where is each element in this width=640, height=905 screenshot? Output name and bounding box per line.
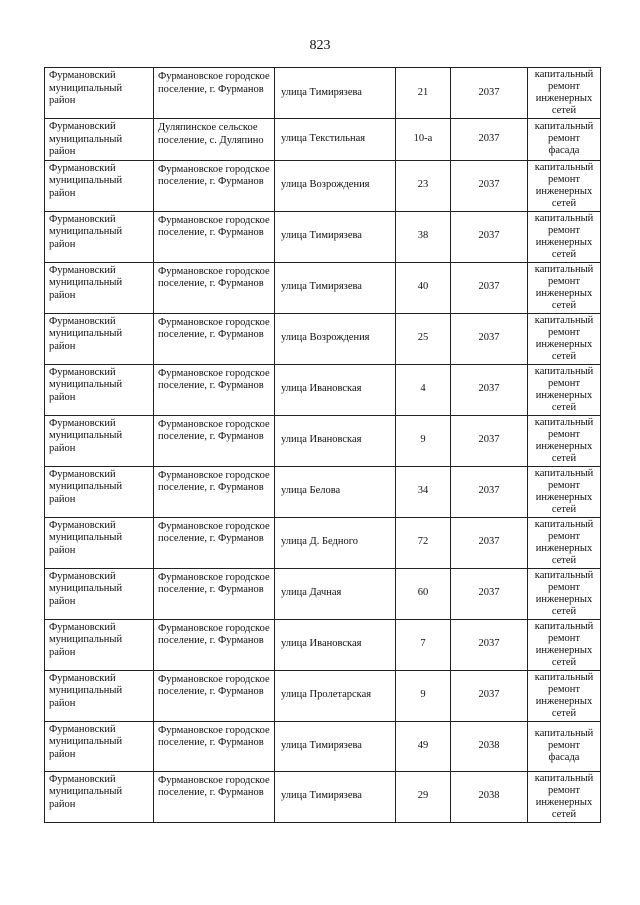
settlement-cell: Фурмановское городское поселение, г. Фурманов bbox=[154, 364, 275, 415]
table-row bbox=[45, 364, 601, 415]
street-cell: улица Д. Бедного bbox=[275, 517, 396, 568]
street-cell: улица Дачная bbox=[275, 568, 396, 619]
house-number-cell: 38 bbox=[396, 211, 451, 262]
year-cell: 2037 bbox=[451, 466, 528, 517]
year-cell: 2037 bbox=[451, 211, 528, 262]
settlement-cell: Фурмановское городское поселение, г. Фурманов bbox=[154, 160, 275, 211]
table-row bbox=[45, 466, 601, 517]
year-cell: 2037 bbox=[451, 160, 528, 211]
street-cell: улица Тимирязева bbox=[275, 211, 396, 262]
street-cell: улица Текстильная bbox=[275, 119, 396, 161]
table-row bbox=[45, 160, 601, 211]
district-cell: Фурмановский муниципальный район bbox=[45, 211, 154, 262]
house-number-cell: 49 bbox=[396, 721, 451, 771]
house-number-cell: 29 bbox=[396, 771, 451, 822]
street-cell: улица Ивановская bbox=[275, 619, 396, 670]
work-type-cell: капитальный ремонт инженерных сетей bbox=[528, 670, 601, 721]
settlement-cell: Фурмановское городское поселение, г. Фурманов bbox=[154, 517, 275, 568]
house-number-cell: 7 bbox=[396, 619, 451, 670]
work-type-cell: капитальный ремонт инженерных сетей bbox=[528, 68, 601, 119]
table-row bbox=[45, 771, 601, 822]
year-cell: 2037 bbox=[451, 119, 528, 161]
table-row bbox=[45, 68, 601, 119]
page-number: 823 bbox=[309, 38, 331, 53]
district-cell: Фурмановский муниципальный район bbox=[45, 721, 154, 771]
settlement-cell: Фурмановское городское поселение, г. Фурманов bbox=[154, 211, 275, 262]
settlement-cell: Фурмановское городское поселение, г. Фурманов bbox=[154, 415, 275, 466]
house-number-cell: 21 bbox=[396, 68, 451, 119]
district-cell: Фурмановский муниципальный район bbox=[45, 517, 154, 568]
house-number-cell: 60 bbox=[396, 568, 451, 619]
district-cell: Фурмановский муниципальный район bbox=[45, 313, 154, 364]
settlement-cell: Фурмановское городское поселение, г. Фурманов bbox=[154, 771, 275, 822]
work-type-cell: капитальный ремонт инженерных сетей bbox=[528, 415, 601, 466]
street-cell: улица Возрождения bbox=[275, 160, 396, 211]
street-cell: улица Пролетарская bbox=[275, 670, 396, 721]
table-row bbox=[45, 619, 601, 670]
house-number-cell: 40 bbox=[396, 262, 451, 313]
district-cell: Фурмановский муниципальный район bbox=[45, 364, 154, 415]
year-cell: 2037 bbox=[451, 313, 528, 364]
district-cell: Фурмановский муниципальный район bbox=[45, 262, 154, 313]
house-number-cell: 72 bbox=[396, 517, 451, 568]
house-number-cell: 34 bbox=[396, 466, 451, 517]
district-cell: Фурмановский муниципальный район bbox=[45, 670, 154, 721]
work-type-cell: капитальный ремонт инженерных сетей bbox=[528, 771, 601, 822]
table-row bbox=[45, 415, 601, 466]
settlement-cell: Фурмановское городское поселение, г. Фурманов bbox=[154, 721, 275, 771]
district-cell: Фурмановский муниципальный район bbox=[45, 771, 154, 822]
settlement-cell: Фурмановское городское поселение, г. Фурманов bbox=[154, 670, 275, 721]
year-cell: 2037 bbox=[451, 68, 528, 119]
settlement-cell: Фурмановское городское поселение, г. Фурманов bbox=[154, 313, 275, 364]
repair-schedule-table bbox=[44, 67, 601, 823]
work-type-cell: капитальный ремонт инженерных сетей bbox=[528, 364, 601, 415]
street-cell: улица Тимирязева bbox=[275, 262, 396, 313]
settlement-cell: Дуляпинское сельское поселение, с. Дуляпино bbox=[154, 119, 275, 161]
table-row bbox=[45, 262, 601, 313]
street-cell: улица Тимирязева bbox=[275, 721, 396, 771]
table-row bbox=[45, 721, 601, 771]
work-type-cell: капитальный ремонт фасада bbox=[528, 119, 601, 161]
year-cell: 2037 bbox=[451, 568, 528, 619]
district-cell: Фурмановский муниципальный район bbox=[45, 568, 154, 619]
table-row bbox=[45, 568, 601, 619]
district-cell: Фурмановский муниципальный район bbox=[45, 68, 154, 119]
settlement-cell: Фурмановское городское поселение, г. Фурманов bbox=[154, 568, 275, 619]
year-cell: 2037 bbox=[451, 364, 528, 415]
table-row bbox=[45, 119, 601, 161]
street-cell: улица Ивановская bbox=[275, 364, 396, 415]
table-row bbox=[45, 670, 601, 721]
district-cell: Фурмановский муниципальный район bbox=[45, 415, 154, 466]
work-type-cell: капитальный ремонт инженерных сетей bbox=[528, 160, 601, 211]
table-row bbox=[45, 211, 601, 262]
settlement-cell: Фурмановское городское поселение, г. Фурманов bbox=[154, 68, 275, 119]
street-cell: улица Тимирязева bbox=[275, 771, 396, 822]
year-cell: 2038 bbox=[451, 771, 528, 822]
year-cell: 2037 bbox=[451, 262, 528, 313]
house-number-cell: 10-а bbox=[396, 119, 451, 161]
year-cell: 2037 bbox=[451, 670, 528, 721]
district-cell: Фурмановский муниципальный район bbox=[45, 119, 154, 161]
house-number-cell: 9 bbox=[396, 670, 451, 721]
year-cell: 2037 bbox=[451, 415, 528, 466]
settlement-cell: Фурмановское городское поселение, г. Фурманов bbox=[154, 466, 275, 517]
settlement-cell: Фурмановское городское поселение, г. Фурманов bbox=[154, 619, 275, 670]
year-cell: 2038 bbox=[451, 721, 528, 771]
house-number-cell: 23 bbox=[396, 160, 451, 211]
year-cell: 2037 bbox=[451, 619, 528, 670]
district-cell: Фурмановский муниципальный район bbox=[45, 160, 154, 211]
house-number-cell: 4 bbox=[396, 364, 451, 415]
street-cell: улица Возрождения bbox=[275, 313, 396, 364]
work-type-cell: капитальный ремонт инженерных сетей bbox=[528, 211, 601, 262]
street-cell: улица Ивановская bbox=[275, 415, 396, 466]
work-type-cell: капитальный ремонт инженерных сетей bbox=[528, 619, 601, 670]
work-type-cell: капитальный ремонт инженерных сетей bbox=[528, 517, 601, 568]
work-type-cell: капитальный ремонт фасада bbox=[528, 721, 601, 771]
work-type-cell: капитальный ремонт инженерных сетей bbox=[528, 313, 601, 364]
district-cell: Фурмановский муниципальный район bbox=[45, 619, 154, 670]
table-row bbox=[45, 517, 601, 568]
district-cell: Фурмановский муниципальный район bbox=[45, 466, 154, 517]
table-body bbox=[45, 68, 601, 823]
table-row bbox=[45, 313, 601, 364]
year-cell: 2037 bbox=[451, 517, 528, 568]
street-cell: улица Тимирязева bbox=[275, 68, 396, 119]
work-type-cell: капитальный ремонт инженерных сетей bbox=[528, 262, 601, 313]
work-type-cell: капитальный ремонт инженерных сетей bbox=[528, 568, 601, 619]
house-number-cell: 9 bbox=[396, 415, 451, 466]
street-cell: улица Белова bbox=[275, 466, 396, 517]
settlement-cell: Фурмановское городское поселение, г. Фурманов bbox=[154, 262, 275, 313]
work-type-cell: капитальный ремонт инженерных сетей bbox=[528, 466, 601, 517]
house-number-cell: 25 bbox=[396, 313, 451, 364]
